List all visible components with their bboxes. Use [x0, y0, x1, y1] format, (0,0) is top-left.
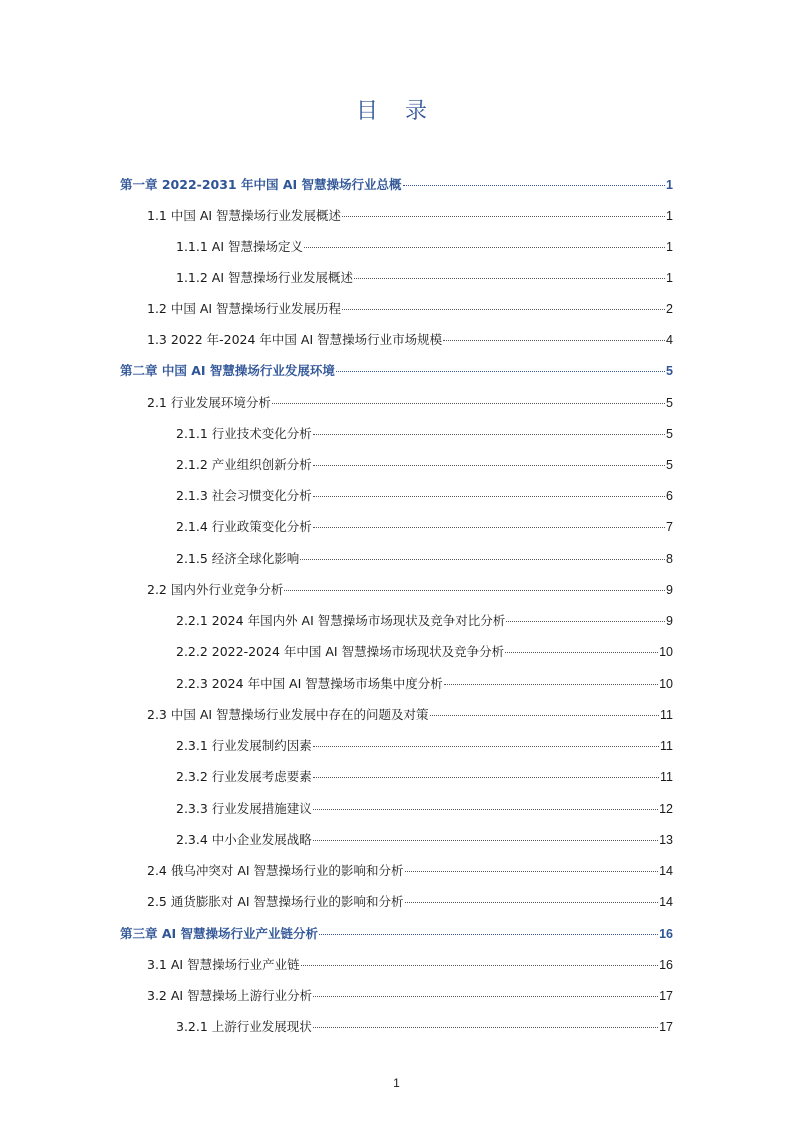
- toc-entry[interactable]: [176, 487, 673, 505]
- toc-entry-label: 2.1 行业发展环境分析: [147, 395, 271, 410]
- toc-entry-label: 2.1.2 产业组织创新分析: [176, 457, 312, 472]
- toc-entry-label: 3.1 AI 智慧操场行业产业链: [147, 957, 300, 972]
- toc-entry[interactable]: [176, 550, 673, 568]
- toc-entry-label: 2.3.1 行业发展制约因素: [176, 738, 312, 753]
- toc-entry-page: 14: [659, 895, 673, 909]
- toc-entry-page: 4: [666, 333, 673, 347]
- toc-entry-label: 1.1 中国 AI 智慧操场行业发展概述: [147, 208, 342, 223]
- toc-entry-label: 2.2.1 2024 年国内外 AI 智慧操场市场现状及竞争对比分析: [176, 613, 506, 628]
- toc-entry[interactable]: [176, 612, 673, 630]
- toc-entry-page: 5: [666, 427, 673, 441]
- toc-entry-label: 2.4 俄乌冲突对 AI 智慧操场行业的影响和分析: [147, 863, 404, 878]
- toc-entry-label: 2.5 通货膨胀对 AI 智慧操场行业的影响和分析: [147, 894, 404, 909]
- toc-entry[interactable]: [176, 269, 673, 287]
- toc-entry[interactable]: [147, 956, 673, 974]
- toc-entry[interactable]: [147, 581, 673, 599]
- toc-entry-label: 2.3.2 行业发展考虑要素: [176, 769, 312, 784]
- toc-entry-label: 第一章 2022-2031 年中国 AI 智慧操场行业总概: [120, 177, 402, 192]
- toc-entry-page: 1: [666, 240, 673, 254]
- toc-leader-dots: [313, 830, 658, 841]
- toc-entry[interactable]: [147, 893, 673, 911]
- toc-leader-dots: [342, 206, 665, 217]
- toc-entry-page: 8: [666, 552, 673, 566]
- toc-leader-dots: [354, 268, 665, 279]
- toc-entry-label: 1.3 2022 年-2024 年中国 AI 智慧操场行业市场规模: [147, 332, 443, 347]
- toc-leader-dots: [443, 330, 665, 341]
- toc-leader-dots: [300, 549, 665, 560]
- toc-entry[interactable]: [147, 207, 673, 225]
- toc-entry-label: 2.2 国内外行业竞争分析: [147, 582, 284, 597]
- toc-entry[interactable]: [147, 987, 673, 1005]
- toc-entry[interactable]: [176, 518, 673, 536]
- toc-leader-dots: [430, 705, 659, 716]
- toc-entry[interactable]: [147, 300, 673, 318]
- toc-entry-page: 16: [659, 927, 673, 941]
- toc-leader-dots: [444, 674, 658, 685]
- toc-entry-label: 第三章 AI 智慧操场行业产业链分析: [120, 926, 319, 941]
- toc-entry-page: 5: [666, 458, 673, 472]
- toc-entry-page: 10: [659, 645, 673, 659]
- toc-entry-label: 2.3 中国 AI 智慧操场行业发展中存在的问题及对策: [147, 707, 429, 722]
- toc-leader-dots: [405, 861, 659, 872]
- toc-entry-page: 2: [666, 302, 673, 316]
- toc-entry-page: 17: [659, 989, 673, 1003]
- toc-leader-dots: [313, 486, 665, 497]
- toc-leader-dots: [505, 642, 658, 653]
- toc-entry[interactable]: [176, 800, 673, 818]
- toc-entry-label: 1.1.1 AI 智慧操场定义: [176, 239, 303, 254]
- toc-entry-label: 3.2 AI 智慧操场上游行业分析: [147, 988, 313, 1003]
- toc-leader-dots: [313, 517, 665, 528]
- toc-entry-label: 2.3.3 行业发展措施建议: [176, 801, 312, 816]
- toc-entry-page: 14: [659, 864, 673, 878]
- toc-entry-label: 2.3.4 中小企业发展战略: [176, 832, 312, 847]
- toc-entry-page: 5: [666, 396, 673, 410]
- toc-leader-dots: [336, 361, 665, 372]
- toc-entry[interactable]: [176, 1018, 673, 1036]
- toc-leader-dots: [313, 1017, 658, 1028]
- toc-entry-label: 2.2.3 2024 年中国 AI 智慧操场市场集中度分析: [176, 676, 443, 691]
- toc-leader-dots: [272, 393, 665, 404]
- toc-entry-label: 3.2.1 上游行业发展现状: [176, 1019, 312, 1034]
- toc-entry[interactable]: [176, 425, 673, 443]
- toc-leader-dots: [304, 237, 665, 248]
- toc-entry-page: 6: [666, 489, 673, 503]
- toc-entry-page: 7: [666, 520, 673, 534]
- toc-entry-page: 13: [659, 833, 673, 847]
- page-title: 目 录: [356, 99, 437, 124]
- toc-entry-label: 第二章 中国 AI 智慧操场行业发展环境: [120, 363, 335, 378]
- toc-leader-dots: [313, 799, 658, 810]
- toc-entry[interactable]: [147, 862, 673, 880]
- toc-entry[interactable]: [147, 394, 673, 412]
- toc-leader-dots: [313, 424, 665, 435]
- toc-entry[interactable]: [176, 238, 673, 256]
- toc-entry[interactable]: [176, 768, 673, 786]
- toc-entry[interactable]: [176, 675, 673, 693]
- toc-entry[interactable]: [176, 737, 673, 755]
- toc-leader-dots: [313, 455, 665, 466]
- toc-entry-label: 2.1.1 行业技术变化分析: [176, 426, 312, 441]
- toc-entry-label: 2.1.4 行业政策变化分析: [176, 519, 312, 534]
- toc-entry-label: 2.1.3 社会习惯变化分析: [176, 488, 312, 503]
- toc-leader-dots: [506, 611, 665, 622]
- toc-entry-page: 11: [660, 708, 673, 722]
- toc-leader-dots: [313, 767, 659, 778]
- toc-entry-page: 1: [666, 178, 673, 192]
- toc-entry-page: 10: [659, 677, 673, 691]
- toc-leader-dots: [403, 175, 666, 186]
- toc-entry-page: 9: [666, 583, 673, 597]
- page-number: 1: [393, 1076, 400, 1090]
- toc-entry-page: 5: [666, 364, 673, 378]
- toc-leader-dots: [313, 986, 658, 997]
- toc-entry[interactable]: [147, 331, 673, 349]
- toc-entry-page: 1: [666, 209, 673, 223]
- toc-entry-label: 2.1.5 经济全球化影响: [176, 551, 300, 566]
- toc-entry-page: 11: [660, 739, 673, 753]
- toc-entry[interactable]: [120, 925, 673, 943]
- toc-entry[interactable]: [176, 456, 673, 474]
- toc-entry[interactable]: [120, 176, 673, 194]
- toc-entry-page: 9: [666, 614, 673, 628]
- toc-entry[interactable]: [176, 831, 673, 849]
- toc-leader-dots: [301, 955, 659, 966]
- toc-leader-dots: [284, 580, 665, 591]
- toc-entry[interactable]: [176, 643, 673, 661]
- toc-leader-dots: [342, 299, 665, 310]
- toc-entry-page: 1: [666, 271, 673, 285]
- toc-leader-dots: [319, 924, 658, 935]
- toc-entry-label: 2.2.2 2022-2024 年中国 AI 智慧操场市场现状及竞争分析: [176, 644, 505, 659]
- toc-entry-label: 1.2 中国 AI 智慧操场行业发展历程: [147, 301, 342, 316]
- toc-entry-label: 1.1.2 AI 智慧操场行业发展概述: [176, 270, 353, 285]
- toc-entry-page: 16: [659, 958, 673, 972]
- toc-entry[interactable]: [120, 362, 673, 380]
- toc-entry-page: 12: [659, 802, 673, 816]
- toc-entry[interactable]: [147, 706, 673, 724]
- toc-entry-page: 11: [660, 770, 673, 784]
- toc-leader-dots: [313, 736, 659, 747]
- toc-entry-page: 17: [659, 1020, 673, 1034]
- toc-leader-dots: [405, 892, 659, 903]
